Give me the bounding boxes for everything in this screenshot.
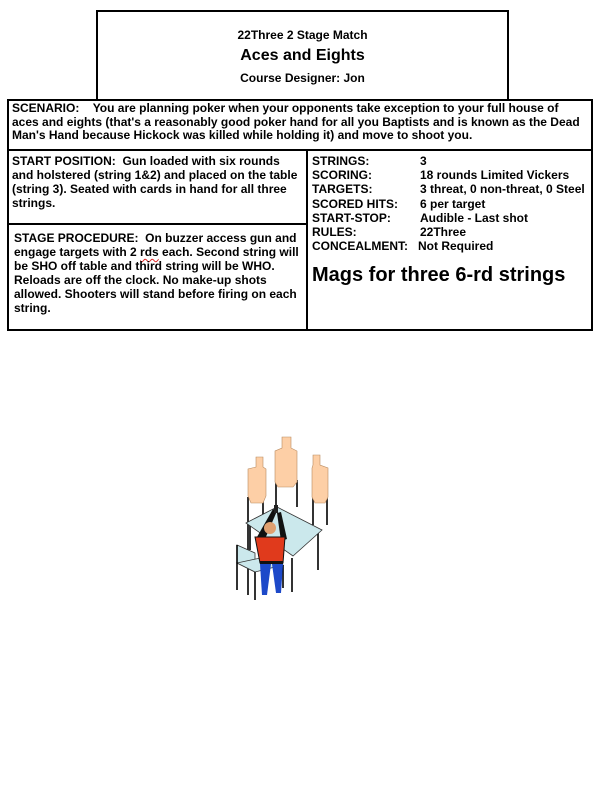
info-label: START-STOP: (312, 210, 391, 225)
info-row-scoring (312, 168, 587, 182)
info-row-targets (312, 182, 587, 196)
info-value: 3 threat, 0 non-threat, 0 Steel (420, 182, 585, 197)
stage-info-section (306, 149, 593, 331)
spellcheck-flagged-word: rds (140, 245, 159, 259)
start-position-section (7, 149, 308, 225)
info-row-scored-hits (312, 197, 587, 211)
scenario-text: You are planning poker when your opponents take exception to your full house of aces and eights (that's a reasonably good poker hand for all you Baptists and is known as the Dead Man's Hand because Hickock was killed while holding it) and move to shoot you. (12, 101, 580, 143)
stage-diagram (225, 425, 345, 605)
stage-procedure-section (7, 223, 308, 331)
scenario-section (7, 99, 593, 151)
info-value: 3 (420, 154, 427, 168)
info-value: 22Three (420, 224, 467, 239)
magazine-note: Mags for three 6-rd strings (312, 264, 566, 287)
info-label: TARGETS: (312, 182, 373, 197)
info-label: SCORED HITS: (312, 196, 399, 211)
stage-title: Aces and Eights (240, 47, 365, 64)
info-label: RULES: (312, 224, 357, 239)
info-row-strings (312, 154, 587, 168)
target-center-icon (275, 437, 297, 487)
info-value: Audible - Last shot (420, 210, 528, 225)
info-label: CONCEALMENT: (312, 239, 408, 254)
stage-procedure-text-1: On buzzer access gun and engage targets with 2 (14, 231, 297, 259)
target-left-icon (248, 457, 266, 503)
start-position-text: Gun loaded with six rounds and holstered (string 1&2) and placed on the table (string 3). Seated with cards in hand for all three strings. (12, 154, 298, 210)
info-row-rules (312, 225, 587, 239)
info-label: STRINGS: (312, 154, 370, 168)
stage-procedure-text-2: each. Second string will be SHO off table and third string will be WHO. Reloads are off the clock. No make-up shots allowed. Shooters will stand before firing on each string. (14, 245, 299, 315)
stage-header (96, 10, 509, 101)
start-position-label: START POSITION: (12, 154, 116, 168)
target-right-icon (312, 455, 328, 503)
info-value: 18 rounds Limited Vickers (420, 168, 570, 183)
stage-procedure-label: STAGE PROCEDURE: (14, 231, 139, 245)
scenario-label: SCENARIO: (12, 101, 80, 115)
match-name: 22Three 2 Stage Match (237, 28, 368, 42)
info-row-start-stop (312, 211, 587, 225)
course-designer: Course Designer: Jon (240, 71, 365, 85)
info-row-concealment (312, 239, 587, 253)
info-label: SCORING: (312, 168, 372, 183)
info-value: Not Required (418, 239, 494, 254)
info-value: 6 per target (420, 196, 486, 211)
